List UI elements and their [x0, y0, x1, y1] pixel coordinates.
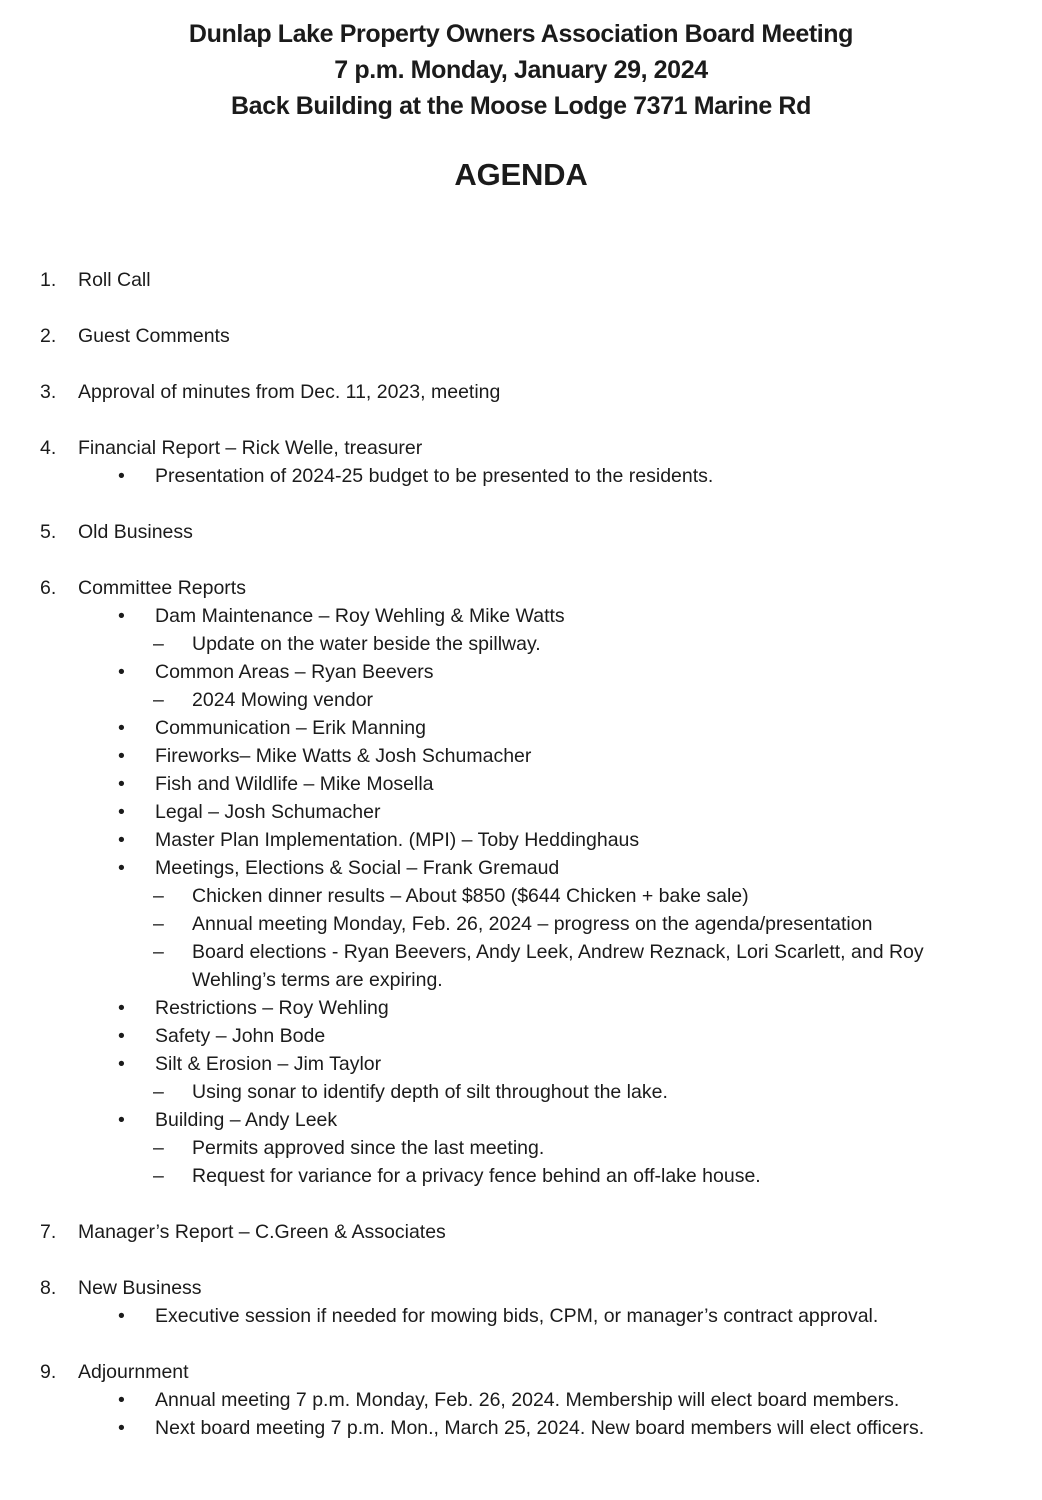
bullet-marker-glyph: • [118, 997, 125, 1019]
sub-text: Meetings, Elections & Social – Frank Gremaud [155, 857, 560, 879]
agenda-sub-item [40, 826, 1002, 854]
bullet-marker-glyph: • [118, 1025, 125, 1047]
agenda-item [40, 574, 1002, 602]
agenda-sub-item [40, 1022, 1002, 1050]
item-number: 2. [40, 325, 57, 347]
bullet-marker-glyph: • [118, 801, 125, 823]
sub-text: Fish and Wildlife – Mike Mosella [155, 773, 434, 795]
bullet-marker-glyph: • [118, 1109, 125, 1131]
item-text: Financial Report – Rick Welle, treasurer [78, 437, 423, 459]
agenda-item [40, 518, 1002, 546]
agenda-list [0, 266, 1042, 1442]
title-line-3: Back Building at the Moose Lodge 7371 Marine Rd [231, 92, 811, 120]
sub-text: Permits approved since the last meeting. [192, 1137, 545, 1159]
agenda-sub-item [40, 910, 1002, 938]
sub-text: Silt & Erosion – Jim Taylor [155, 1053, 382, 1075]
bullet-marker-glyph: • [118, 1417, 125, 1439]
agenda-item [40, 266, 1002, 294]
sub-text: Fireworks– Mike Watts & Josh Schumacher [155, 745, 532, 767]
agenda-sub-item [40, 658, 1002, 686]
agenda-sub-item [40, 1414, 1002, 1442]
sub-text: Executive session if needed for mowing bids, CPM, or manager’s contract approval. [155, 1305, 879, 1327]
sub-text: Board elections - Ryan Beevers, Andy Leek, Andrew Reznack, Lori Scarlett, and Roy Wehling’s terms are expiring. [192, 941, 924, 991]
item-text: Roll Call [78, 269, 151, 291]
bullet-marker-glyph: • [118, 605, 125, 627]
agenda-sub-item [40, 1078, 1002, 1106]
item-number: 8. [40, 1277, 57, 1299]
sub-text: Annual meeting 7 p.m. Monday, Feb. 26, 2024. Membership will elect board members. [155, 1389, 900, 1411]
dash-marker-glyph: – [153, 885, 164, 907]
bullet-marker-glyph: • [118, 465, 125, 487]
sub-text: Common Areas – Ryan Beevers [155, 661, 434, 683]
item-number: 7. [40, 1221, 57, 1243]
bullet-marker-glyph: • [118, 661, 125, 683]
sub-text: Building – Andy Leek [155, 1109, 338, 1131]
sub-text: Request for variance for a privacy fence behind an off-lake house. [192, 1165, 761, 1187]
sub-text: Chicken dinner results – About $850 ($644 Chicken + bake sale) [192, 885, 749, 907]
agenda-sub-item [40, 630, 1002, 658]
item-number: 9. [40, 1361, 57, 1383]
agenda-item [40, 378, 1002, 406]
agenda-sub-item [40, 462, 1002, 490]
agenda-heading: AGENDA [454, 157, 588, 192]
sub-text: Safety – John Bode [155, 1025, 326, 1047]
sub-text: Communication – Erik Manning [155, 717, 426, 739]
sub-text: Using sonar to identify depth of silt throughout the lake. [192, 1081, 668, 1103]
bullet-marker-glyph: • [118, 857, 125, 879]
bullet-marker-glyph: • [118, 773, 125, 795]
agenda-item [40, 322, 1002, 350]
agenda-item [40, 1274, 1002, 1302]
bullet-marker-glyph: • [118, 1053, 125, 1075]
agenda-sub-item [40, 686, 1002, 714]
agenda-sub-item [40, 742, 1002, 770]
bullet-marker-glyph: • [118, 1305, 125, 1327]
item-number: 6. [40, 577, 57, 599]
bullet-marker-glyph: • [118, 1389, 125, 1411]
agenda-item [40, 434, 1002, 462]
sub-text: Master Plan Implementation. (MPI) – Toby Heddinghaus [155, 829, 640, 851]
agenda-sub-item [40, 714, 1002, 742]
item-text: Manager’s Report – C.Green & Associates [78, 1221, 446, 1243]
sub-text: Next board meeting 7 p.m. Mon., March 25, 2024. New board members will elect officers. [155, 1417, 925, 1439]
sub-text: Annual meeting Monday, Feb. 26, 2024 – progress on the agenda/presentation [192, 913, 873, 935]
item-number: 5. [40, 521, 57, 543]
sub-text: Update on the water beside the spillway. [192, 633, 541, 655]
agenda-sub-item [40, 1162, 1002, 1190]
bullet-marker-glyph: • [118, 717, 125, 739]
agenda-sub-item [40, 770, 1002, 798]
agenda-sub-item [40, 798, 1002, 826]
item-text: New Business [78, 1277, 202, 1299]
agenda-item [40, 1358, 1002, 1386]
document-header [0, 0, 1042, 124]
agenda-sub-item [40, 602, 1002, 630]
dash-marker-glyph: – [153, 633, 164, 655]
item-number: 3. [40, 381, 57, 403]
sub-text: Dam Maintenance – Roy Wehling & Mike Watts [155, 605, 565, 627]
dash-marker-glyph: – [153, 1081, 164, 1103]
bullet-marker-glyph: • [118, 745, 125, 767]
agenda-sub-item [40, 854, 1002, 882]
dash-marker-glyph: – [153, 1165, 164, 1187]
sub-text: 2024 Mowing vendor [192, 689, 374, 711]
item-text: Old Business [78, 521, 193, 543]
dash-marker-glyph: – [153, 941, 164, 963]
item-text: Approval of minutes from Dec. 11, 2023, meeting [78, 381, 501, 403]
agenda-sub-item [40, 882, 1002, 910]
item-text: Adjournment [78, 1361, 189, 1383]
bullet-marker-glyph: • [118, 829, 125, 851]
agenda-sub-item [40, 1302, 1002, 1330]
agenda-item [40, 1218, 1002, 1246]
title-line-1: Dunlap Lake Property Owners Association Board Meeting [188, 20, 854, 48]
item-text: Guest Comments [78, 325, 230, 347]
item-text: Committee Reports [78, 577, 246, 599]
item-number: 1. [40, 269, 57, 291]
agenda-sub-item [40, 938, 1002, 994]
dash-marker-glyph: – [153, 913, 164, 935]
dash-marker-glyph: – [153, 689, 164, 711]
agenda-sub-item [40, 1134, 1002, 1162]
agenda-sub-item [40, 1386, 1002, 1414]
title-line-2: 7 p.m. Monday, January 29, 2024 [334, 56, 708, 84]
sub-text: Legal – Josh Schumacher [155, 801, 381, 823]
dash-marker-glyph: – [153, 1137, 164, 1159]
item-number: 4. [40, 437, 57, 459]
sub-text: Restrictions – Roy Wehling [155, 997, 389, 1019]
agenda-sub-item [40, 1050, 1002, 1078]
sub-text: Presentation of 2024-25 budget to be presented to the residents. [155, 465, 714, 487]
agenda-sub-item [40, 994, 1002, 1022]
agenda-sub-item [40, 1106, 1002, 1134]
